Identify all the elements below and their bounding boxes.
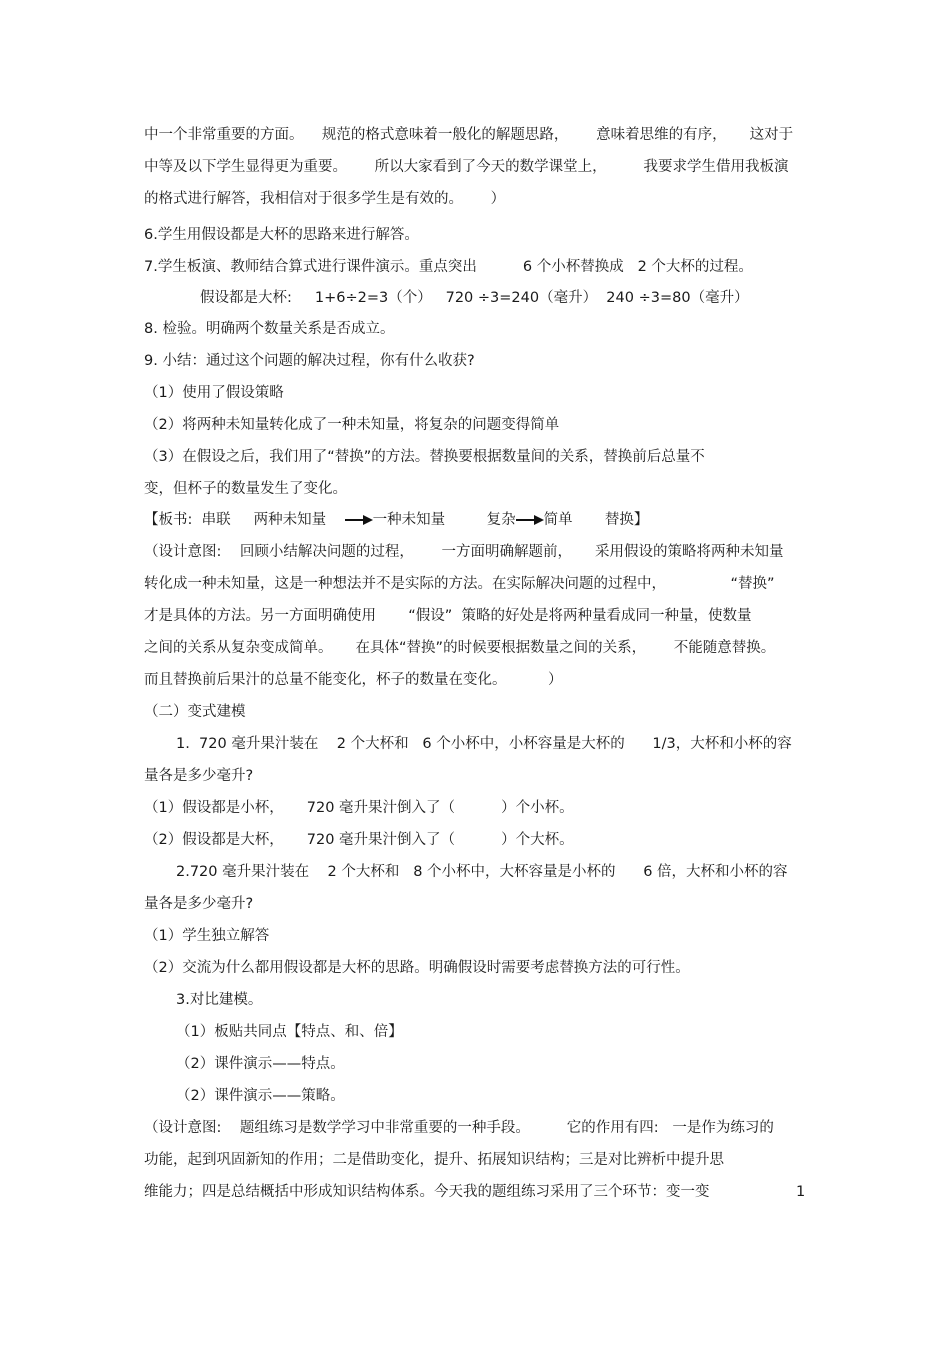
formula-line: 假设都是大杯: 1+6÷2=3（个） 720 ÷3=240（毫升） 240 ÷3=80（毫升） [200,290,749,306]
text-line: 功能，起到巩固新知的作用；二是借助变化，提升、拓展知识结构；三是对比辨析中提升思 [144,1152,724,1168]
text-line: 量各是多少毫升? [144,896,254,912]
text-line: 8. 检验。明确两个数量关系是否成立。 [144,321,395,337]
board-seg: 简单 替换】 [543,512,649,528]
text-line: （2）课件演示——特点。 [176,1056,345,1072]
text-line: （3）在假设之后，我们用了“替换”的方法。替换要根据数量间的关系，替换前后总量不 [144,449,705,465]
text-line: （1）板贴共同点【特点、和、倍】 [176,1024,403,1040]
board-seg: 【板书: 串联 两种未知量 [144,512,345,528]
text-line: （2）假设都是大杯， 720 毫升果汁倒入了（ ）个大杯。 [144,832,574,848]
section-heading: （二）变式建模 [144,704,246,720]
text-line: 之间的关系从复杂变成简单。 在具体“替换”的时候要根据数量之间的关系， 不能随意替换。 [144,640,776,656]
text-line: （1）使用了假设策略 [144,385,284,401]
text-line: 3.对比建模。 [176,992,263,1008]
text-line: 维能力；四是总结概括中形成知识结构体系。今天我的题组练习采用了三个环节：变一变 [144,1184,710,1200]
text-line: 中等及以下学生显得更为重要。 所以大家看到了今天的数学课堂上， 我要求学生借用我板演 [144,159,789,175]
arrow-right-icon [516,515,544,525]
text-line: （1）假设都是小杯， 720 毫升果汁倒入了（ ）个小杯。 [144,800,574,816]
text-line: （1）学生独立解答 [144,928,270,944]
text-line: 2.720 毫升果汁装在 2 个大杯和 8 个小杯中，大杯容量是小杯的 6 倍，大杯和小杯的容 [176,864,788,880]
text-line: 转化成一种未知量，这是一种想法并不是实际的方法。在实际解决问题的过程中， “替换” [144,576,775,592]
text-line: （设计意图: 回顾小结解决问题的过程， 一方面明确解题前， 采用假设的策略将两种未知量 [144,544,784,560]
text-line: 才是具体的方法。另一方面明确使用 “假设” 策略的好处是将两种量看成同一种量，使数量 [144,608,752,624]
text-line: （2）课件演示——策略。 [176,1088,345,1104]
board-summary [144,511,648,529]
board-seg: 一种未知量 复杂 [372,512,516,528]
text-line: （2）交流为什么都用假设都是大杯的思路。明确假设时需要考虑替换方法的可行性。 [144,960,690,976]
text-line: 的格式进行解答，我相信对于很多学生是有效的。 ） [144,191,506,207]
text-line: 变，但杯子的数量发生了变化。 [144,481,347,497]
page-number: 1 [796,1184,806,1200]
text-line: 量各是多少毫升? [144,768,254,784]
text-line: 9. 小结：通过这个问题的解决过程，你有什么收获? [144,353,475,369]
text-line: 7.学生板演、教师结合算式进行课件演示。重点突出 6 个小杯替换成 2 个大杯的过程。 [144,259,753,275]
text-line: 而且替换前后果汁的总量不能变化，杯子的数量在变化。 ） [144,672,563,688]
text-line: （设计意图: 题组练习是数学学习中非常重要的一种手段。 它的作用有四: 一是作为练习的 [144,1120,774,1136]
text-line: 1. 720 毫升果汁装在 2 个大杯和 6 个小杯中，小杯容量是大杯的 1/3，大杯和小杯的容 [176,736,792,752]
arrow-right-icon [345,515,373,525]
text-line: 6.学生用假设都是大杯的思路来进行解答。 [144,227,419,243]
text-line: 中一个非常重要的方面。 规范的格式意味着一般化的解题思路， 意味着思维的有序， 这对于 [144,127,794,143]
text-line: （2）将两种未知量转化成了一种未知量，将复杂的问题变得简单 [144,417,560,433]
